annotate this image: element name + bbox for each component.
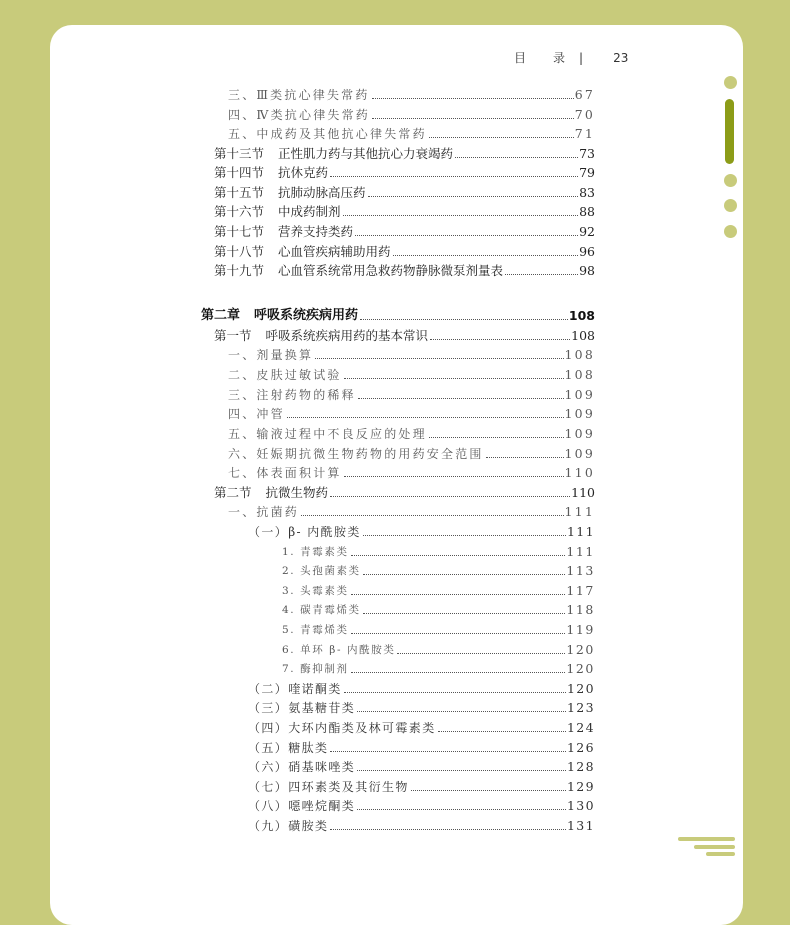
toc-entry-page: 118 bbox=[566, 602, 595, 617]
toc-entry-page: 111 bbox=[566, 544, 595, 559]
toc-entry[interactable] bbox=[214, 203, 595, 221]
deco-line-1 bbox=[678, 837, 735, 841]
toc-entry[interactable] bbox=[282, 660, 595, 678]
toc-entry-number: 第十三节 bbox=[214, 146, 265, 161]
toc-entry-number: 第十四节 bbox=[214, 165, 265, 180]
dot-leader bbox=[357, 809, 566, 810]
toc-entry[interactable] bbox=[214, 243, 595, 261]
dot-leader bbox=[351, 594, 566, 595]
toc-entry-page: 108 bbox=[564, 367, 595, 382]
dot-leader bbox=[355, 235, 578, 236]
toc-entry-page: 117 bbox=[566, 583, 595, 598]
toc-entry-title: （九）磺胺类 bbox=[248, 819, 329, 833]
toc-entry-title: 7. 酶抑制剂 bbox=[282, 663, 349, 675]
toc-entry-page: 79 bbox=[579, 165, 595, 180]
deco-line-2 bbox=[694, 845, 735, 849]
dot-leader bbox=[363, 535, 566, 536]
dot-leader bbox=[372, 118, 574, 119]
toc-entry-page: 128 bbox=[566, 759, 595, 774]
dot-leader bbox=[330, 751, 566, 752]
dot-leader bbox=[343, 215, 579, 216]
toc-entry[interactable] bbox=[214, 184, 595, 202]
toc-entry-title: 营养支持类药 bbox=[278, 224, 354, 239]
toc-entry-page: 109 bbox=[564, 446, 595, 461]
toc-entry-page: 98 bbox=[579, 263, 595, 278]
toc-entry[interactable] bbox=[228, 346, 595, 364]
toc-entry[interactable] bbox=[201, 307, 595, 325]
toc-entry-page: 108 bbox=[568, 308, 595, 323]
toc-entry[interactable] bbox=[228, 125, 595, 143]
toc-entry[interactable] bbox=[248, 699, 595, 717]
running-head bbox=[514, 49, 628, 66]
toc-entry[interactable] bbox=[214, 327, 595, 345]
toc-entry-title: 抗休克药 bbox=[278, 165, 329, 180]
dot-leader bbox=[397, 653, 565, 654]
toc-entry-number: 第一节 bbox=[214, 328, 252, 343]
dot-leader bbox=[360, 319, 568, 320]
nav-dot[interactable] bbox=[724, 76, 737, 89]
toc-entry[interactable] bbox=[248, 719, 595, 737]
toc-entry-number: 第十五节 bbox=[214, 185, 265, 200]
toc-entry-page: 110 bbox=[564, 465, 595, 480]
toc-entry[interactable] bbox=[214, 484, 595, 502]
toc-entry-page: 96 bbox=[579, 244, 595, 259]
dot-leader bbox=[351, 672, 566, 673]
toc-entry-title: （四）大环内酯类及林可霉素类 bbox=[248, 721, 436, 735]
toc-entry-title: 心血管系统常用急救药物静脉微泵剂量表 bbox=[278, 263, 504, 278]
nav-dot[interactable] bbox=[724, 199, 737, 212]
toc-entry-page: 71 bbox=[574, 126, 595, 141]
toc-entry-page: 88 bbox=[579, 204, 595, 219]
dot-leader bbox=[357, 711, 566, 712]
toc-entry-title: 三、Ⅲ类抗心律失常药 bbox=[228, 88, 370, 102]
toc-entry-page: 126 bbox=[566, 740, 595, 755]
toc-entry[interactable] bbox=[228, 425, 595, 443]
toc-entry-title: 5. 青霉烯类 bbox=[282, 624, 349, 636]
toc-entry-page: 109 bbox=[564, 387, 595, 402]
dot-leader bbox=[351, 555, 566, 556]
dot-leader bbox=[486, 457, 564, 458]
toc-entry[interactable] bbox=[228, 445, 595, 463]
dot-leader bbox=[330, 496, 570, 497]
toc-entry[interactable] bbox=[282, 582, 595, 600]
toc-entry-title: 三、注射药物的稀释 bbox=[228, 388, 356, 402]
toc-entry[interactable] bbox=[228, 106, 595, 124]
toc-entry-number: 第十六节 bbox=[214, 204, 265, 219]
toc-entry[interactable] bbox=[228, 405, 595, 423]
toc-entry[interactable] bbox=[248, 758, 595, 776]
toc-entry[interactable] bbox=[228, 464, 595, 482]
toc-entry[interactable] bbox=[282, 562, 595, 580]
dot-leader bbox=[351, 633, 566, 634]
header-title-char-2: 录 bbox=[553, 51, 566, 65]
toc-entry-page: 111 bbox=[564, 504, 595, 519]
toc-entry[interactable] bbox=[248, 817, 595, 835]
dot-leader bbox=[393, 255, 579, 256]
toc-entry-page: 123 bbox=[566, 700, 595, 715]
toc-entry[interactable] bbox=[228, 86, 595, 104]
toc-entry-page: 131 bbox=[566, 818, 595, 833]
toc-entry-title: 3. 头霉素类 bbox=[282, 585, 349, 597]
toc-entry-page: 109 bbox=[564, 406, 595, 421]
nav-dot[interactable] bbox=[724, 174, 737, 187]
toc-entry-title: 抗微生物药 bbox=[265, 485, 329, 500]
toc-entry[interactable] bbox=[228, 366, 595, 384]
toc-entry-title: 七、体表面积计算 bbox=[228, 466, 342, 480]
dot-leader bbox=[344, 692, 566, 693]
toc-entry-title: （八）噁唑烷酮类 bbox=[248, 799, 356, 813]
dot-leader bbox=[363, 613, 566, 614]
dot-leader bbox=[330, 176, 578, 177]
toc-entry-title: 6. 单环 β- 内酰胺类 bbox=[282, 644, 396, 656]
toc-entry-page: 124 bbox=[566, 720, 595, 735]
header-title-char-1: 目 bbox=[514, 51, 527, 65]
toc-entry-number: 第二节 bbox=[214, 485, 252, 500]
dot-leader bbox=[411, 790, 566, 791]
nav-dot[interactable] bbox=[724, 225, 737, 238]
toc-entry-page: 129 bbox=[566, 779, 595, 794]
toc-entry-title: （六）硝基咪唑类 bbox=[248, 760, 356, 774]
toc-entry-title: 抗肺动脉高压药 bbox=[278, 185, 366, 200]
toc-entry-title: 一、剂量换算 bbox=[228, 348, 314, 362]
toc-entry-title: 2. 头孢菌素类 bbox=[282, 565, 361, 577]
toc-entry-title: 二、皮肤过敏试验 bbox=[228, 368, 342, 382]
toc-entry-page: 67 bbox=[574, 87, 595, 102]
dot-leader bbox=[363, 574, 566, 575]
toc-entry-page: 109 bbox=[564, 426, 595, 441]
toc-entry[interactable] bbox=[248, 739, 595, 757]
dot-leader bbox=[287, 417, 564, 418]
toc-entry-title: 六、妊娠期抗微生物药物的用药安全范围 bbox=[228, 447, 484, 461]
toc-entry[interactable] bbox=[248, 523, 595, 541]
toc-entry-title: 1. 青霉素类 bbox=[282, 546, 349, 558]
dot-leader bbox=[430, 339, 570, 340]
toc-entry-title: 正性肌力药与其他抗心力衰竭药 bbox=[278, 146, 454, 161]
toc-entry[interactable] bbox=[228, 503, 595, 521]
dot-leader bbox=[301, 515, 564, 516]
toc-entry-page: 70 bbox=[574, 107, 595, 122]
toc-entry-title: 五、中成药及其他抗心律失常药 bbox=[228, 127, 427, 141]
deco-line-3 bbox=[706, 852, 735, 856]
toc-entry[interactable] bbox=[214, 164, 595, 182]
toc-entry-page: 119 bbox=[566, 622, 595, 637]
toc-entry-title: 四、Ⅳ类抗心律失常药 bbox=[228, 108, 370, 122]
toc-entry[interactable] bbox=[228, 386, 595, 404]
toc-entry-page: 108 bbox=[571, 328, 595, 343]
toc-entry-page: 120 bbox=[566, 681, 595, 696]
toc-entry-title: 呼吸系统疾病用药 bbox=[254, 308, 359, 323]
toc-entry-title: 心血管疾病辅助用药 bbox=[278, 244, 391, 259]
toc-entry-page: 111 bbox=[566, 524, 595, 539]
toc-entry-title: （五）糖肽类 bbox=[248, 741, 329, 755]
header-page-number: 23 bbox=[613, 50, 629, 65]
toc-entry[interactable] bbox=[282, 621, 595, 639]
toc-entry[interactable] bbox=[248, 680, 595, 698]
toc-entry[interactable] bbox=[282, 641, 595, 659]
toc-entry-page: 120 bbox=[566, 642, 595, 657]
toc-entry-number: 第十九节 bbox=[214, 263, 265, 278]
dot-leader bbox=[344, 476, 564, 477]
toc-entry-number: 第十七节 bbox=[214, 224, 265, 239]
dot-leader bbox=[358, 398, 564, 399]
toc-entry-page: 92 bbox=[579, 224, 595, 239]
toc-entry[interactable] bbox=[282, 601, 595, 619]
dot-leader bbox=[368, 196, 579, 197]
toc-entry-title: 五、输液过程中不良反应的处理 bbox=[228, 427, 427, 441]
toc-entry-title: 一、抗菌药 bbox=[228, 505, 300, 519]
toc-entry[interactable] bbox=[214, 262, 595, 280]
toc-entry-page: 130 bbox=[566, 798, 595, 813]
toc-entry-title: 四、冲管 bbox=[228, 407, 285, 421]
toc-entry-title: （七）四环素类及其衍生物 bbox=[248, 780, 409, 794]
dot-leader bbox=[429, 137, 574, 138]
dot-leader bbox=[429, 437, 564, 438]
toc-entry-page: 108 bbox=[564, 347, 595, 362]
toc-entry[interactable] bbox=[214, 145, 595, 163]
dot-leader bbox=[357, 770, 566, 771]
toc-entry-page: 110 bbox=[571, 485, 595, 500]
toc-entry-page: 120 bbox=[566, 661, 595, 676]
dot-leader bbox=[330, 829, 566, 830]
toc-entry[interactable] bbox=[248, 778, 595, 796]
dot-leader bbox=[372, 98, 574, 99]
toc-entry-page: 73 bbox=[579, 146, 595, 161]
dot-leader bbox=[315, 358, 563, 359]
toc-entry-title: 4. 碳青霉烯类 bbox=[282, 604, 361, 616]
toc-entry-title: （二）喹诺酮类 bbox=[248, 682, 342, 696]
header-separator: | bbox=[579, 50, 584, 65]
toc-entry-number: 第十八节 bbox=[214, 244, 265, 259]
toc-entry-page: 83 bbox=[579, 185, 595, 200]
toc-entry-title: （一）β- 内酰胺类 bbox=[248, 525, 361, 539]
toc-entry[interactable] bbox=[248, 797, 595, 815]
toc-entry-number: 第二章 bbox=[201, 308, 241, 323]
toc-entry-title: 呼吸系统疾病用药的基本常识 bbox=[265, 328, 429, 343]
toc-entry-title: （三）氨基糖苷类 bbox=[248, 701, 356, 715]
dot-leader bbox=[344, 378, 564, 379]
toc-entry-title: 中成药制剂 bbox=[278, 204, 341, 219]
toc-entry-page: 113 bbox=[566, 563, 595, 578]
dot-leader bbox=[455, 157, 578, 158]
nav-dot-active[interactable] bbox=[725, 99, 734, 164]
dot-leader bbox=[505, 274, 578, 275]
toc-entry[interactable] bbox=[282, 543, 595, 561]
dot-leader bbox=[438, 731, 566, 732]
toc-entry[interactable] bbox=[214, 223, 595, 241]
